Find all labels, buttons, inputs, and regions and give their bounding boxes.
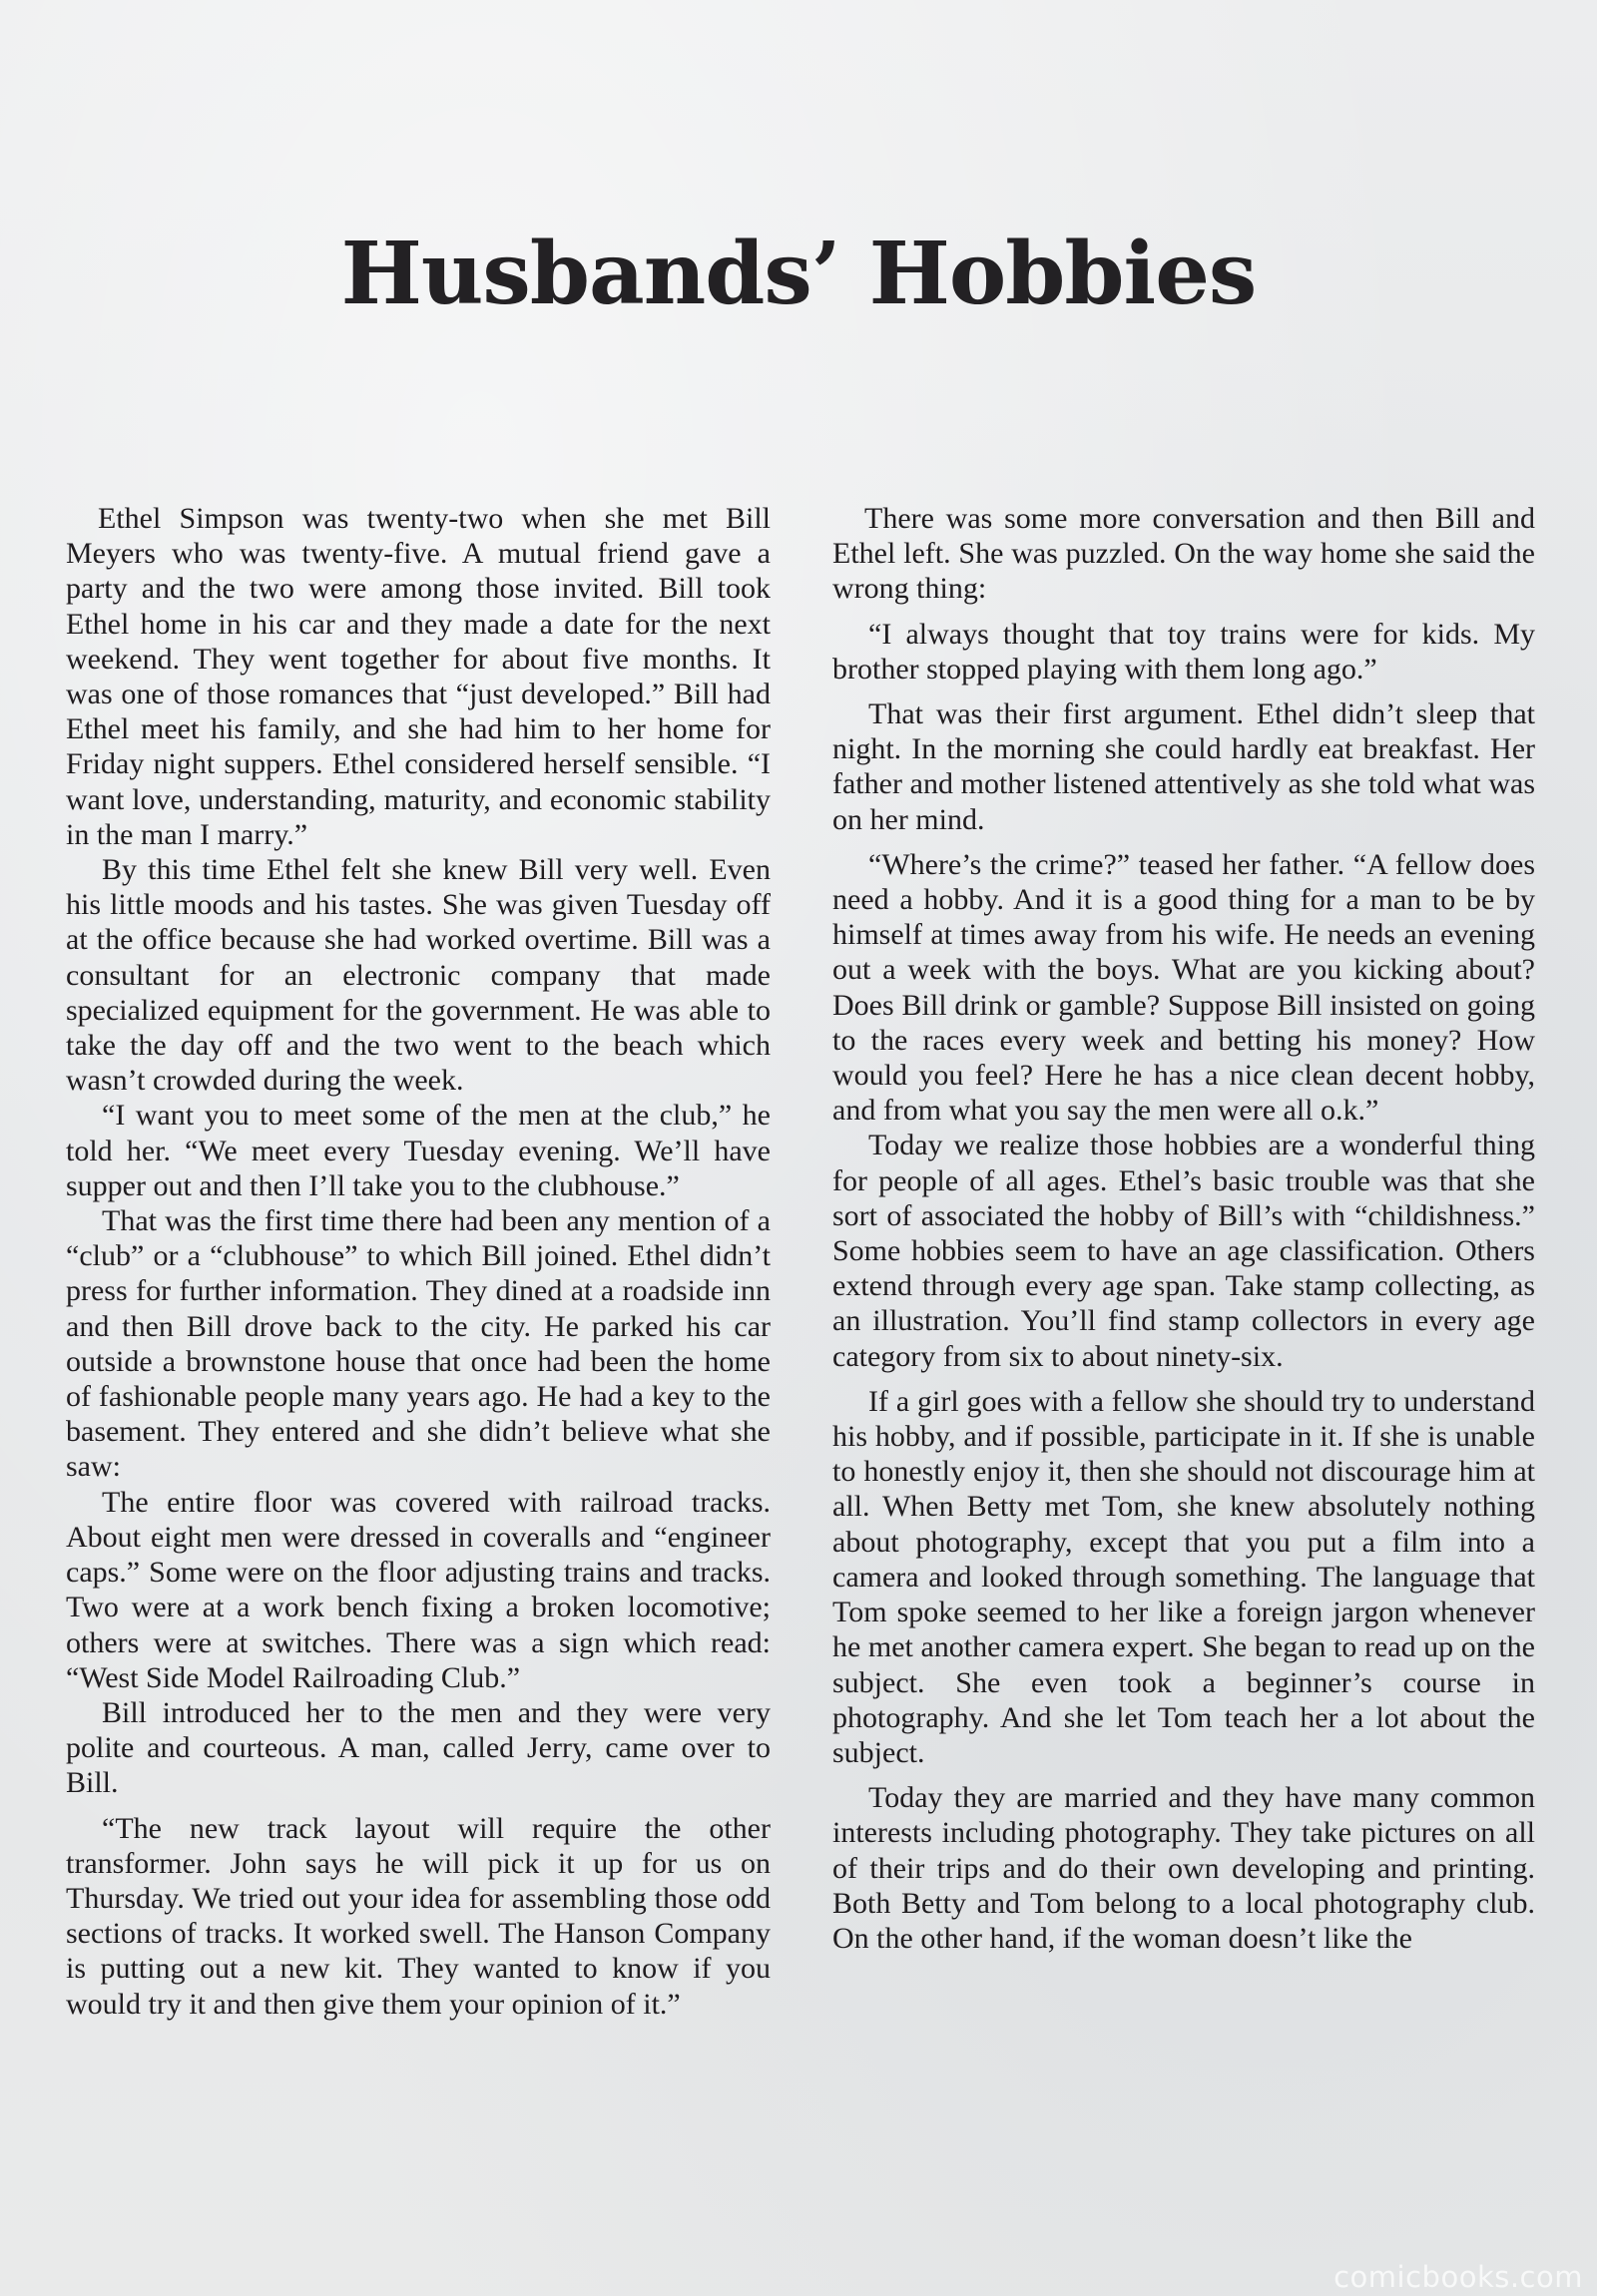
paragraph: “I want you to meet some of the men at the club,” he told her. “We meet every Tuesday evening. We’ll have supper out and then I’ll take you to the clubhouse.” (66, 1099, 771, 1202)
paragraph: By this time Ethel felt she knew Bill very well. Even his little moods and his tastes. She was given Tuesday off at the office because she had worked overtime. Bill was a consultant for an electronic company that made specialized equipment for the government. He was able to take the day off and the two went to the beach which wasn’t crowded during the week. (66, 853, 771, 1098)
paragraph: Ethel Simpson was twenty-two when she met Bill Meyers who was twenty-five. A mutual friend gave a party and the two were among those invited. Bill took Ethel home in his car and they made a date for the next weekend. They went together for about five months. It was one of those romances that “just developed.” Bill had Ethel meet his family, and she had him to her home for Friday night suppers. Ethel considered herself sensible. “I want love, understanding, maturity, and economic stability in the man I marry.” (66, 502, 771, 851)
paragraph: “Where’s the crime?” teased her father. “A fellow does need a hobby. And it is a good thing for a man to be by himself at times away from his wife. He needs an evening out a week with the boys. What are you kicking about? Does Bill drink or gamble? Suppose Bill insisted on going to the races every week and betting his money? How would you feel? Here he has a nice clean decent hobby, and from what you say the men were all o.k.” (832, 847, 1535, 1128)
paragraph: That was the first time there had been any mention of a “club” or a “clubhouse” to which Bill joined. Ethel didn’t press for further information. They dined at a roadside inn and then Bill drove back to the city. He parked his car outside a brownstone house that once had been the home of fashionable people many years ago. He had a key to the basement. They entered and she didn’t believe what she saw: (66, 1204, 771, 1484)
left-column (66, 501, 771, 2022)
paragraph: The entire floor was covered with railroad tracks. About eight men were dressed in coveralls and “engineer caps.” Some were on the floor adjusting trains and tracks. Two were at a work bench fixing a broken locomotive; others were at switches. There was a sign which read: “West Side Model Railroading Club.” (66, 1485, 771, 1694)
paragraph: Today we realize those hobbies are a wonderful thing for people of all ages. Ethel’s basic trouble was that she sort of associated the hobby of Bill’s with “childishness.” Some hobbies seem to have an age classification. Others extend through every age span. Take stamp collecting, as an illustration. You’ll find stamp collectors in every age category from six to about ninety-six. (832, 1129, 1535, 1373)
paragraph: “The new track layout will require the other transformer. John says he will pick it up for us on Thursday. We tried out your idea for assembling those odd sections of tracks. It worked swell. The Hanson Company is putting out a new kit. They wanted to know if you would try it and then give them your opinion of it.” (66, 1811, 771, 2021)
paragraph: That was their first argument. Ethel didn’t sleep that night. In the morning she could hardly eat breakfast. Her father and mother listened attentively as she told what was on her mind. (832, 697, 1535, 836)
article-title: Husbands’ Hobbies (340, 224, 1257, 324)
paragraph: There was some more conversation and then Bill and Ethel left. She was puzzled. On the way home she said the wrong thing: (832, 502, 1535, 606)
paragraph: “I always thought that toy trains were for kids. My brother stopped playing with them long ago.” (832, 617, 1535, 686)
paragraph: Today they are married and they have many common interests including photography. They take pictures on all of their trips and do their own developing and printing. Both Betty and Tom belong to a local photography club. On the other hand, if the woman doesn’t like the (832, 1781, 1535, 1955)
right-column (832, 501, 1535, 1956)
paragraph: Bill introduced her to the men and they were very polite and courteous. A man, called Jerry, came over to Bill. (66, 1695, 771, 1800)
paragraph: If a girl goes with a fellow she should try to understand his hobby, and if possible, participate in it. If she is unable to honestly enjoy it, then she should not discourage him at all. When Betty met Tom, she knew absolutely nothing about photography, except that you put a film into a camera and looked through something. The language that Tom spoke seemed to her like a foreign jargon whenever he met another camera expert. She began to read up on the subject. She even took a beginner’s course in photography. And she let Tom teach her a lot about the subject. (832, 1384, 1535, 1769)
source-watermark: comicbooks.com (1333, 2260, 1583, 2294)
